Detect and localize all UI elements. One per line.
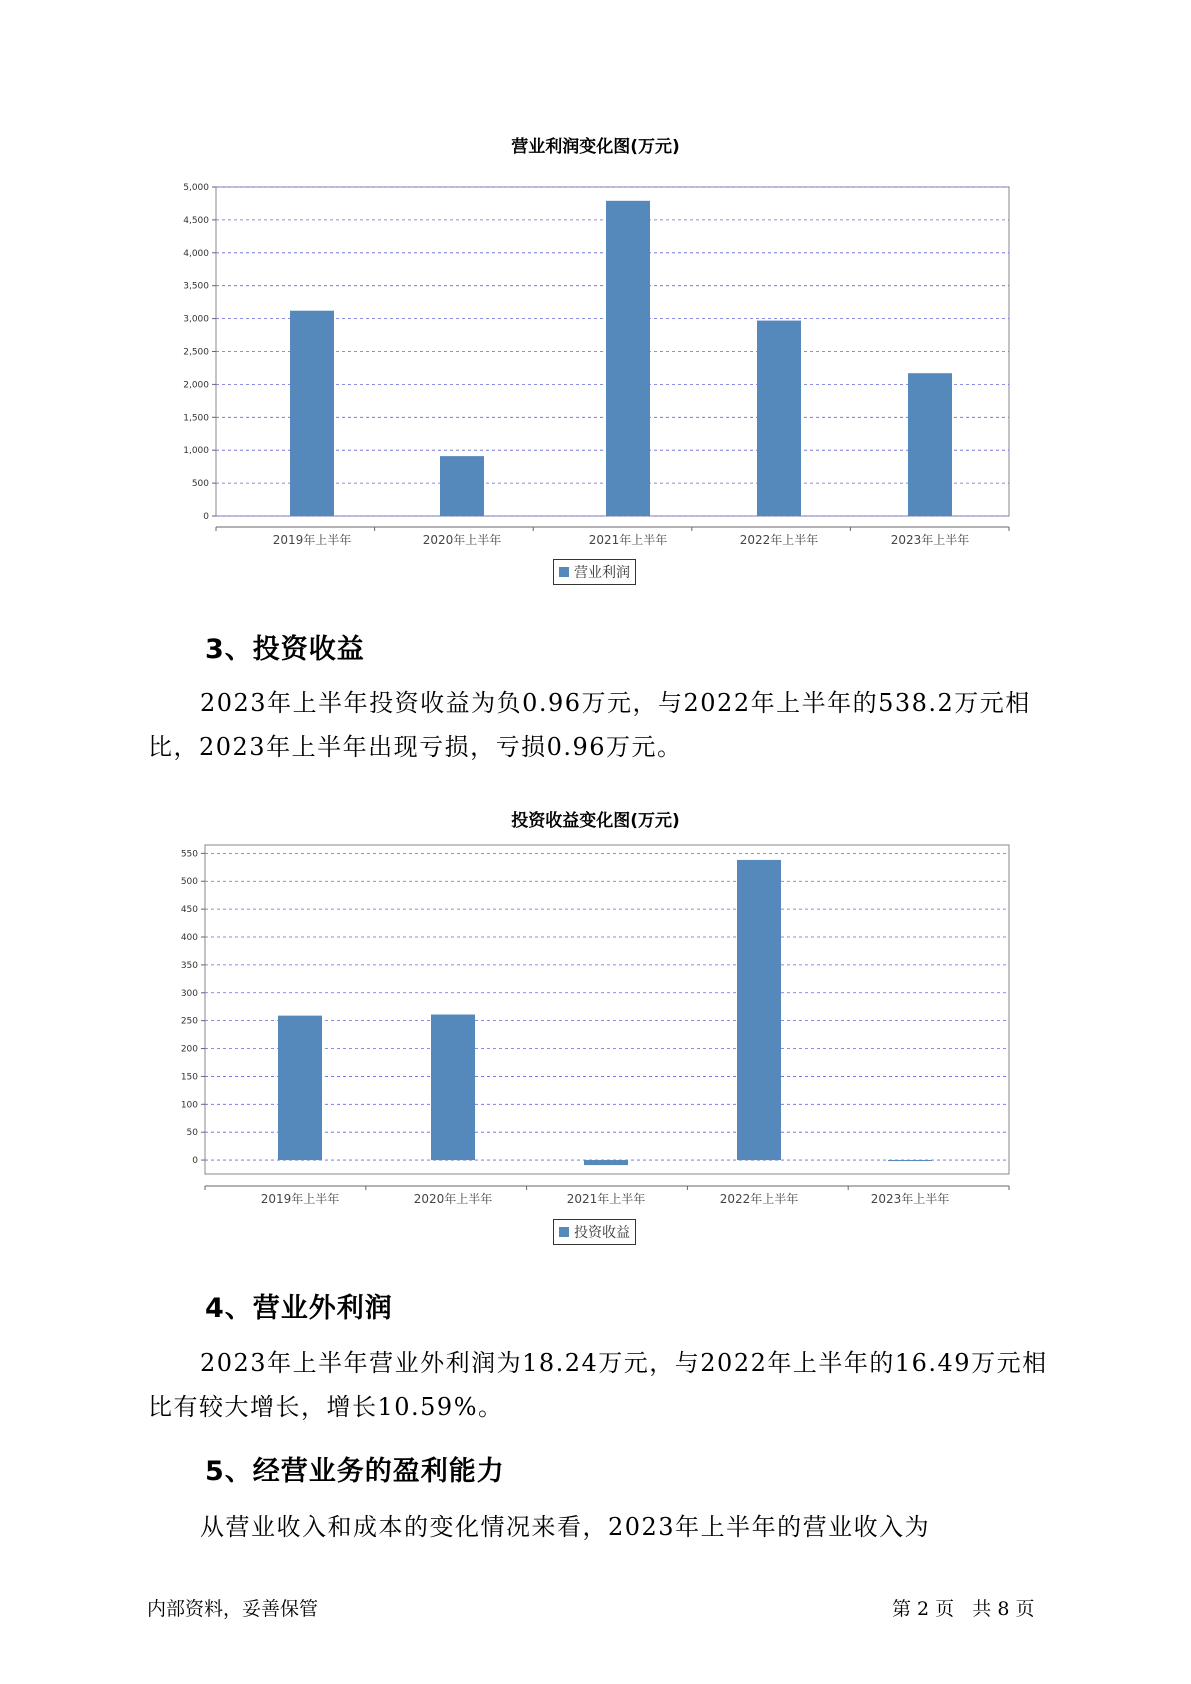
y-tick-label: 200: [180, 1044, 198, 1055]
bar: [431, 1015, 475, 1161]
section-5-heading: 5、经营业务的盈利能力: [205, 1456, 505, 1487]
y-tick-label: 2,500: [183, 347, 209, 358]
footer-page-number: 第 2 页 共 8 页: [892, 1598, 1035, 1620]
x-tick-label: 2021年上半年: [588, 533, 668, 547]
bar: [584, 1160, 628, 1165]
x-tick-label: 2019年上半年: [260, 1192, 340, 1206]
y-tick-label: 400: [180, 933, 198, 944]
y-tick-label: 3,500: [183, 281, 209, 292]
y-tick-label: 3,000: [183, 314, 209, 325]
y-tick-label: 1,000: [183, 446, 209, 457]
x-tick-label: 2021年上半年: [566, 1192, 646, 1206]
x-tick-label: 2020年上半年: [422, 533, 502, 547]
section-5-paragraph: 从营业收入和成本的变化情况来看，2023年上半年的营业收入为: [200, 1513, 931, 1541]
y-tick-label: 0: [203, 512, 209, 522]
y-tick-label: 350: [180, 960, 198, 971]
bar: [888, 1160, 932, 1161]
section-4-heading: 4、营业外利润: [205, 1293, 393, 1324]
y-tick-label: 500: [191, 479, 209, 490]
y-tick-label: 250: [180, 1016, 198, 1027]
chart2-title: 投资收益变化图(万元): [511, 811, 680, 831]
y-tick-label: 4,500: [183, 215, 209, 226]
bar: [278, 1016, 322, 1160]
y-tick-label: 50: [186, 1128, 198, 1139]
legend-swatch-icon: [559, 1227, 569, 1237]
section-4-paragraph: 2023年上半年营业外利润为18.24万元，与2022年上半年的16.49万元相比有较大增长，增长10.59%。: [148, 1349, 1048, 1421]
x-tick-label: 2022年上半年: [719, 1192, 799, 1206]
y-tick-label: 300: [180, 988, 198, 999]
bar: [737, 860, 781, 1160]
y-tick-label: 0: [192, 1156, 198, 1167]
y-tick-label: 2,000: [183, 380, 209, 391]
x-tick-label: 2020年上半年: [413, 1192, 493, 1206]
x-tick-label: 2023年上半年: [870, 1192, 950, 1206]
chart2-legend: [553, 1219, 636, 1245]
y-tick-label: 5,000: [183, 183, 209, 193]
y-tick-label: 150: [180, 1072, 198, 1083]
y-tick-label: 450: [180, 905, 198, 916]
x-tick-label: 2023年上半年: [890, 533, 970, 547]
x-tick-label: 2019年上半年: [272, 533, 352, 547]
plot-area: [205, 845, 1009, 1174]
y-tick-label: 100: [180, 1100, 198, 1111]
chart1-legend-label: 营业利润: [574, 565, 630, 581]
y-tick-label: 550: [180, 849, 198, 860]
chart2-legend-label: 投资收益: [574, 1225, 630, 1241]
chart1-title: 营业利润变化图(万元): [511, 137, 680, 157]
footer-confidential-note: 内部资料，妥善保管: [147, 1598, 319, 1620]
section-3-paragraph: 2023年上半年投资收益为负0.96万元，与2022年上半年的538.2万元相比，2023年上半年出现亏损，亏损0.96万元。: [148, 689, 1031, 761]
x-tick-label: 2022年上半年: [739, 533, 819, 547]
y-tick-label: 1,500: [183, 413, 209, 424]
y-tick-label: 4,000: [183, 248, 209, 259]
y-tick-label: 500: [180, 877, 198, 888]
section-3-heading: 3、投资收益: [205, 634, 365, 665]
